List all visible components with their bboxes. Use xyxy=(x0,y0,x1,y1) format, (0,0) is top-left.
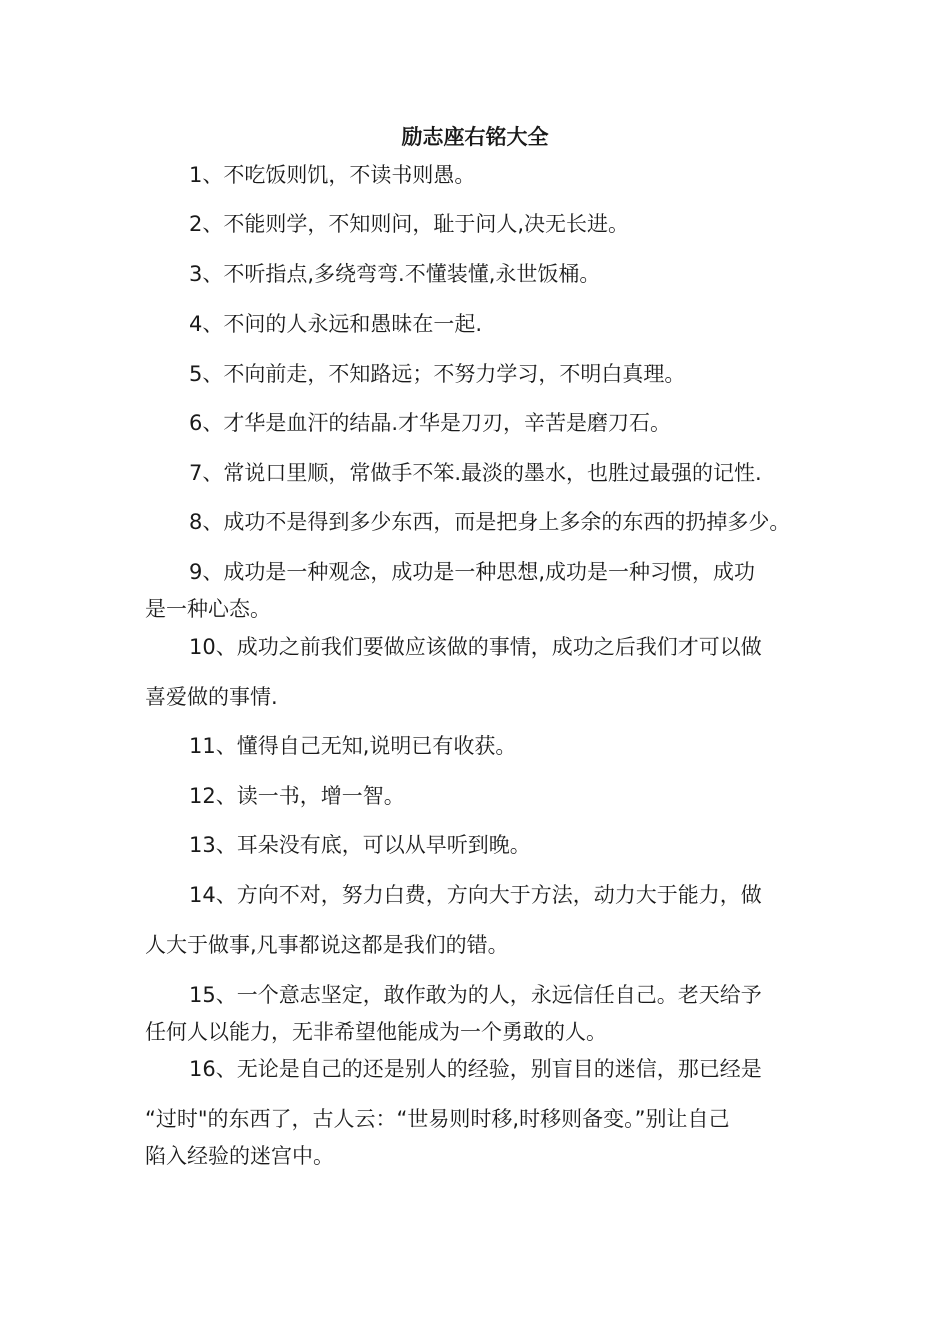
motto-line: 5、不向前走，不知路远；不努力学习，不明白真理。 xyxy=(189,362,686,386)
motto-line: 喜爱做的事情. xyxy=(145,685,278,709)
motto-line: 9、成功是一种观念，成功是一种思想,成功是一种习惯，成功 xyxy=(189,560,756,584)
motto-line: 3、不听指点,多绕弯弯.不懂装懂,永世饭桶。 xyxy=(189,262,601,286)
motto-line: 2、不能则学，不知则问，耻于问人,决无长进。 xyxy=(189,212,630,236)
motto-line: 任何人以能力，无非希望他能成为一个勇敢的人。 xyxy=(145,1020,607,1044)
motto-line: 11、懂得自己无知,说明已有收获。 xyxy=(189,734,517,758)
motto-line: 13、耳朵没有底，可以从早听到晚。 xyxy=(189,833,531,857)
motto-line: 6、才华是血汗的结晶.才华是刀刃，辛苦是磨刀石。 xyxy=(189,411,672,435)
motto-line: 4、不问的人永远和愚昧在一起. xyxy=(189,312,483,336)
document-title: 励志座右铭大全 xyxy=(401,125,549,149)
motto-line: 1、不吃饭则饥，不读书则愚。 xyxy=(189,163,476,187)
motto-line: 12、读一书，增一智。 xyxy=(189,784,405,808)
motto-line: 陷入经验的迷宫中。 xyxy=(145,1144,334,1168)
motto-line: 16、无论是自己的还是别人的经验，别盲目的迷信，那已经是 xyxy=(189,1057,762,1081)
motto-line: 7、常说口里顺，常做手不笨.最淡的墨水，也胜过最强的记性. xyxy=(189,461,762,485)
motto-line: 是一种心态。 xyxy=(145,597,271,621)
motto-line: 8、成功不是得到多少东西，而是把身上多余的东西的扔掉多少。 xyxy=(189,510,791,534)
motto-line: “过时"的东西了，古人云：“世易则时移,时移则备变。”别让自己 xyxy=(145,1107,730,1131)
motto-line: 14、方向不对，努力白费，方向大于方法，动力大于能力，做 xyxy=(189,883,762,907)
motto-line: 15、一个意志坚定，敢作敢为的人，永远信任自己。老天给予 xyxy=(189,983,762,1007)
motto-line: 人大于做事,凡事都说这都是我们的错。 xyxy=(145,933,509,957)
motto-line: 10、成功之前我们要做应该做的事情，成功之后我们才可以做 xyxy=(189,635,762,659)
